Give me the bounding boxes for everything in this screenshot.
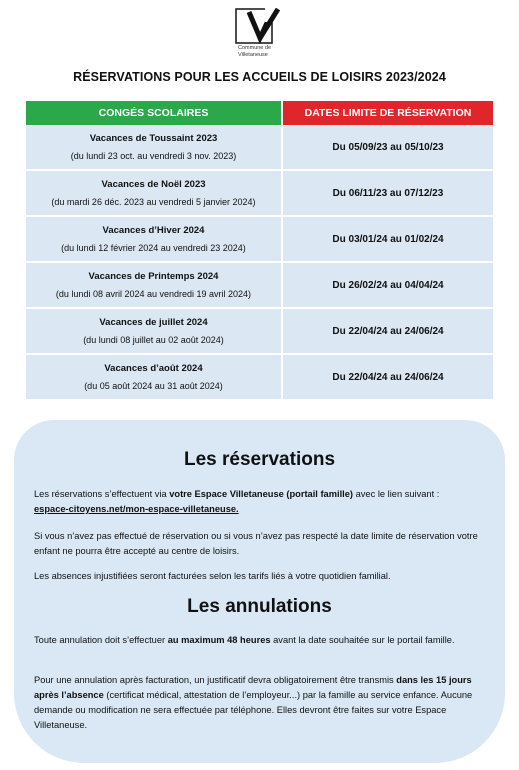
date-limite-value: Du 06/11/23 au 07/12/23 — [332, 187, 444, 199]
logo-caption — [238, 45, 271, 58]
date-limite-value: Du 05/09/23 au 05/10/23 — [332, 141, 444, 153]
reservations-paragraph-1 — [34, 487, 489, 517]
vacances-name: Vacances de Noël 2023 — [101, 178, 206, 190]
vacances-dates: (du lundi 08 juillet au 02 août 2024) — [83, 334, 224, 345]
commune-logo — [235, 8, 285, 60]
vacances-dates: (du lundi 23 oct. au vendredi 3 nov. 2023) — [70, 150, 237, 161]
date-limite-cell — [282, 125, 493, 170]
quinze-jours-label: dans les 15 jours après l’absence — [34, 675, 472, 700]
date-limite-cell — [282, 262, 493, 308]
conges-cell — [26, 262, 282, 308]
reservations-heading: Les réservations — [183, 449, 336, 470]
reservations-paragraph-3: Les absences injustifiées seront facturées selon les tarifs liés à votre quotidien familial. — [34, 571, 391, 581]
vacances-name: Vacances d’Hiver 2024 — [102, 224, 205, 236]
table-row — [26, 308, 493, 354]
conges-cell — [26, 216, 282, 262]
table-row — [26, 216, 493, 262]
annulations-heading: Les annulations — [187, 596, 332, 617]
logo-line-1: Commune de — [238, 45, 272, 51]
vacances-dates: (du mardi 26 déc. 2023 au vendredi 5 janvier 2024) — [51, 196, 256, 207]
header-conges-scolaires: CONGÉS SCOLAIRES — [26, 101, 282, 125]
date-limite-value: Du 22/04/24 au 24/06/24 — [332, 325, 444, 337]
vacances-dates: (du lundi 12 février 2024 au vendredi 23 2024) — [61, 242, 246, 253]
date-limite-cell — [282, 354, 493, 400]
vacances-name: Vacances de Toussaint 2023 — [89, 132, 218, 144]
table-row — [26, 170, 493, 216]
date-limite-cell — [282, 216, 493, 262]
vacances-name: Vacances de juillet 2024 — [99, 316, 208, 328]
conges-cell — [26, 354, 282, 400]
espace-citoyens-link[interactable]: espace-citoyens.net/mon-espace-villetaneuse. — [34, 504, 239, 514]
date-limite-value: Du 26/02/24 au 04/04/24 — [332, 279, 444, 291]
table-row — [26, 354, 493, 400]
annulations-p2-text: Pour une annulation après facturation, un justificatif devra obligatoirement être transmis — [34, 675, 397, 685]
max-48-heures-label: au maximum 48 heures — [167, 635, 271, 645]
table-header-row — [26, 101, 493, 125]
villetaneuse-logo-icon — [235, 8, 285, 44]
vacances-dates: (du lundi 08 avril 2024 au vendredi 19 avril 2024) — [55, 288, 252, 299]
vacances-dates: (du 05 août 2024 au 31 août 2024) — [84, 380, 223, 391]
page-title: RÉSERVATIONS POUR LES ACCUEILS DE LOISIRS 2023/2024 — [73, 70, 446, 84]
table-body — [26, 125, 493, 400]
annulations-p2-tail: (certificat médical, attestation de l’employeur...) par la famille au service enfance. Aucune demande ou modification ne sera effectuée par téléphone. Elles devront être faites sur votre Espace Villetaneuse. — [34, 690, 473, 730]
conges-cell — [26, 125, 282, 170]
logo-line-2: Villetaneuse — [238, 51, 268, 58]
date-limite-cell — [282, 308, 493, 354]
reservations-p1-text: Les réservations s’effectuent via — [34, 489, 170, 499]
reservations-paragraph-2: Si vous n’avez pas effectué de réservation ou si vous n’avez pas respecté la date limite de réservation votre enfant ne pourra être accepté au centre de loisirs. — [34, 531, 478, 556]
annulations-paragraph-1 — [34, 633, 489, 648]
vacances-name: Vacances d’août 2024 — [104, 362, 203, 374]
conges-cell — [26, 170, 282, 216]
vacances-name: Vacances de Printemps 2024 — [88, 270, 219, 282]
annulations-paragraph-2 — [34, 673, 489, 733]
header-dates-limite: DATES LIMITE DE RÉSERVATION — [282, 101, 493, 125]
table-row — [26, 125, 493, 170]
conges-cell — [26, 308, 282, 354]
date-limite-cell — [282, 170, 493, 216]
date-limite-value: Du 03/01/24 au 01/02/24 — [332, 233, 444, 245]
reservations-p1-tail: avec le lien suivant : — [353, 489, 440, 499]
annulations-p1-text: Toute annulation doit s’effectuer — [34, 635, 168, 645]
espace-villetaneuse-label: votre Espace Villetaneuse (portail famille) — [169, 489, 354, 499]
date-limite-value: Du 22/04/24 au 24/06/24 — [332, 371, 444, 383]
annulations-p1-tail: avant la date souhaitée sur le portail famille. — [270, 635, 455, 645]
reservation-table — [26, 101, 493, 401]
table-row — [26, 262, 493, 308]
